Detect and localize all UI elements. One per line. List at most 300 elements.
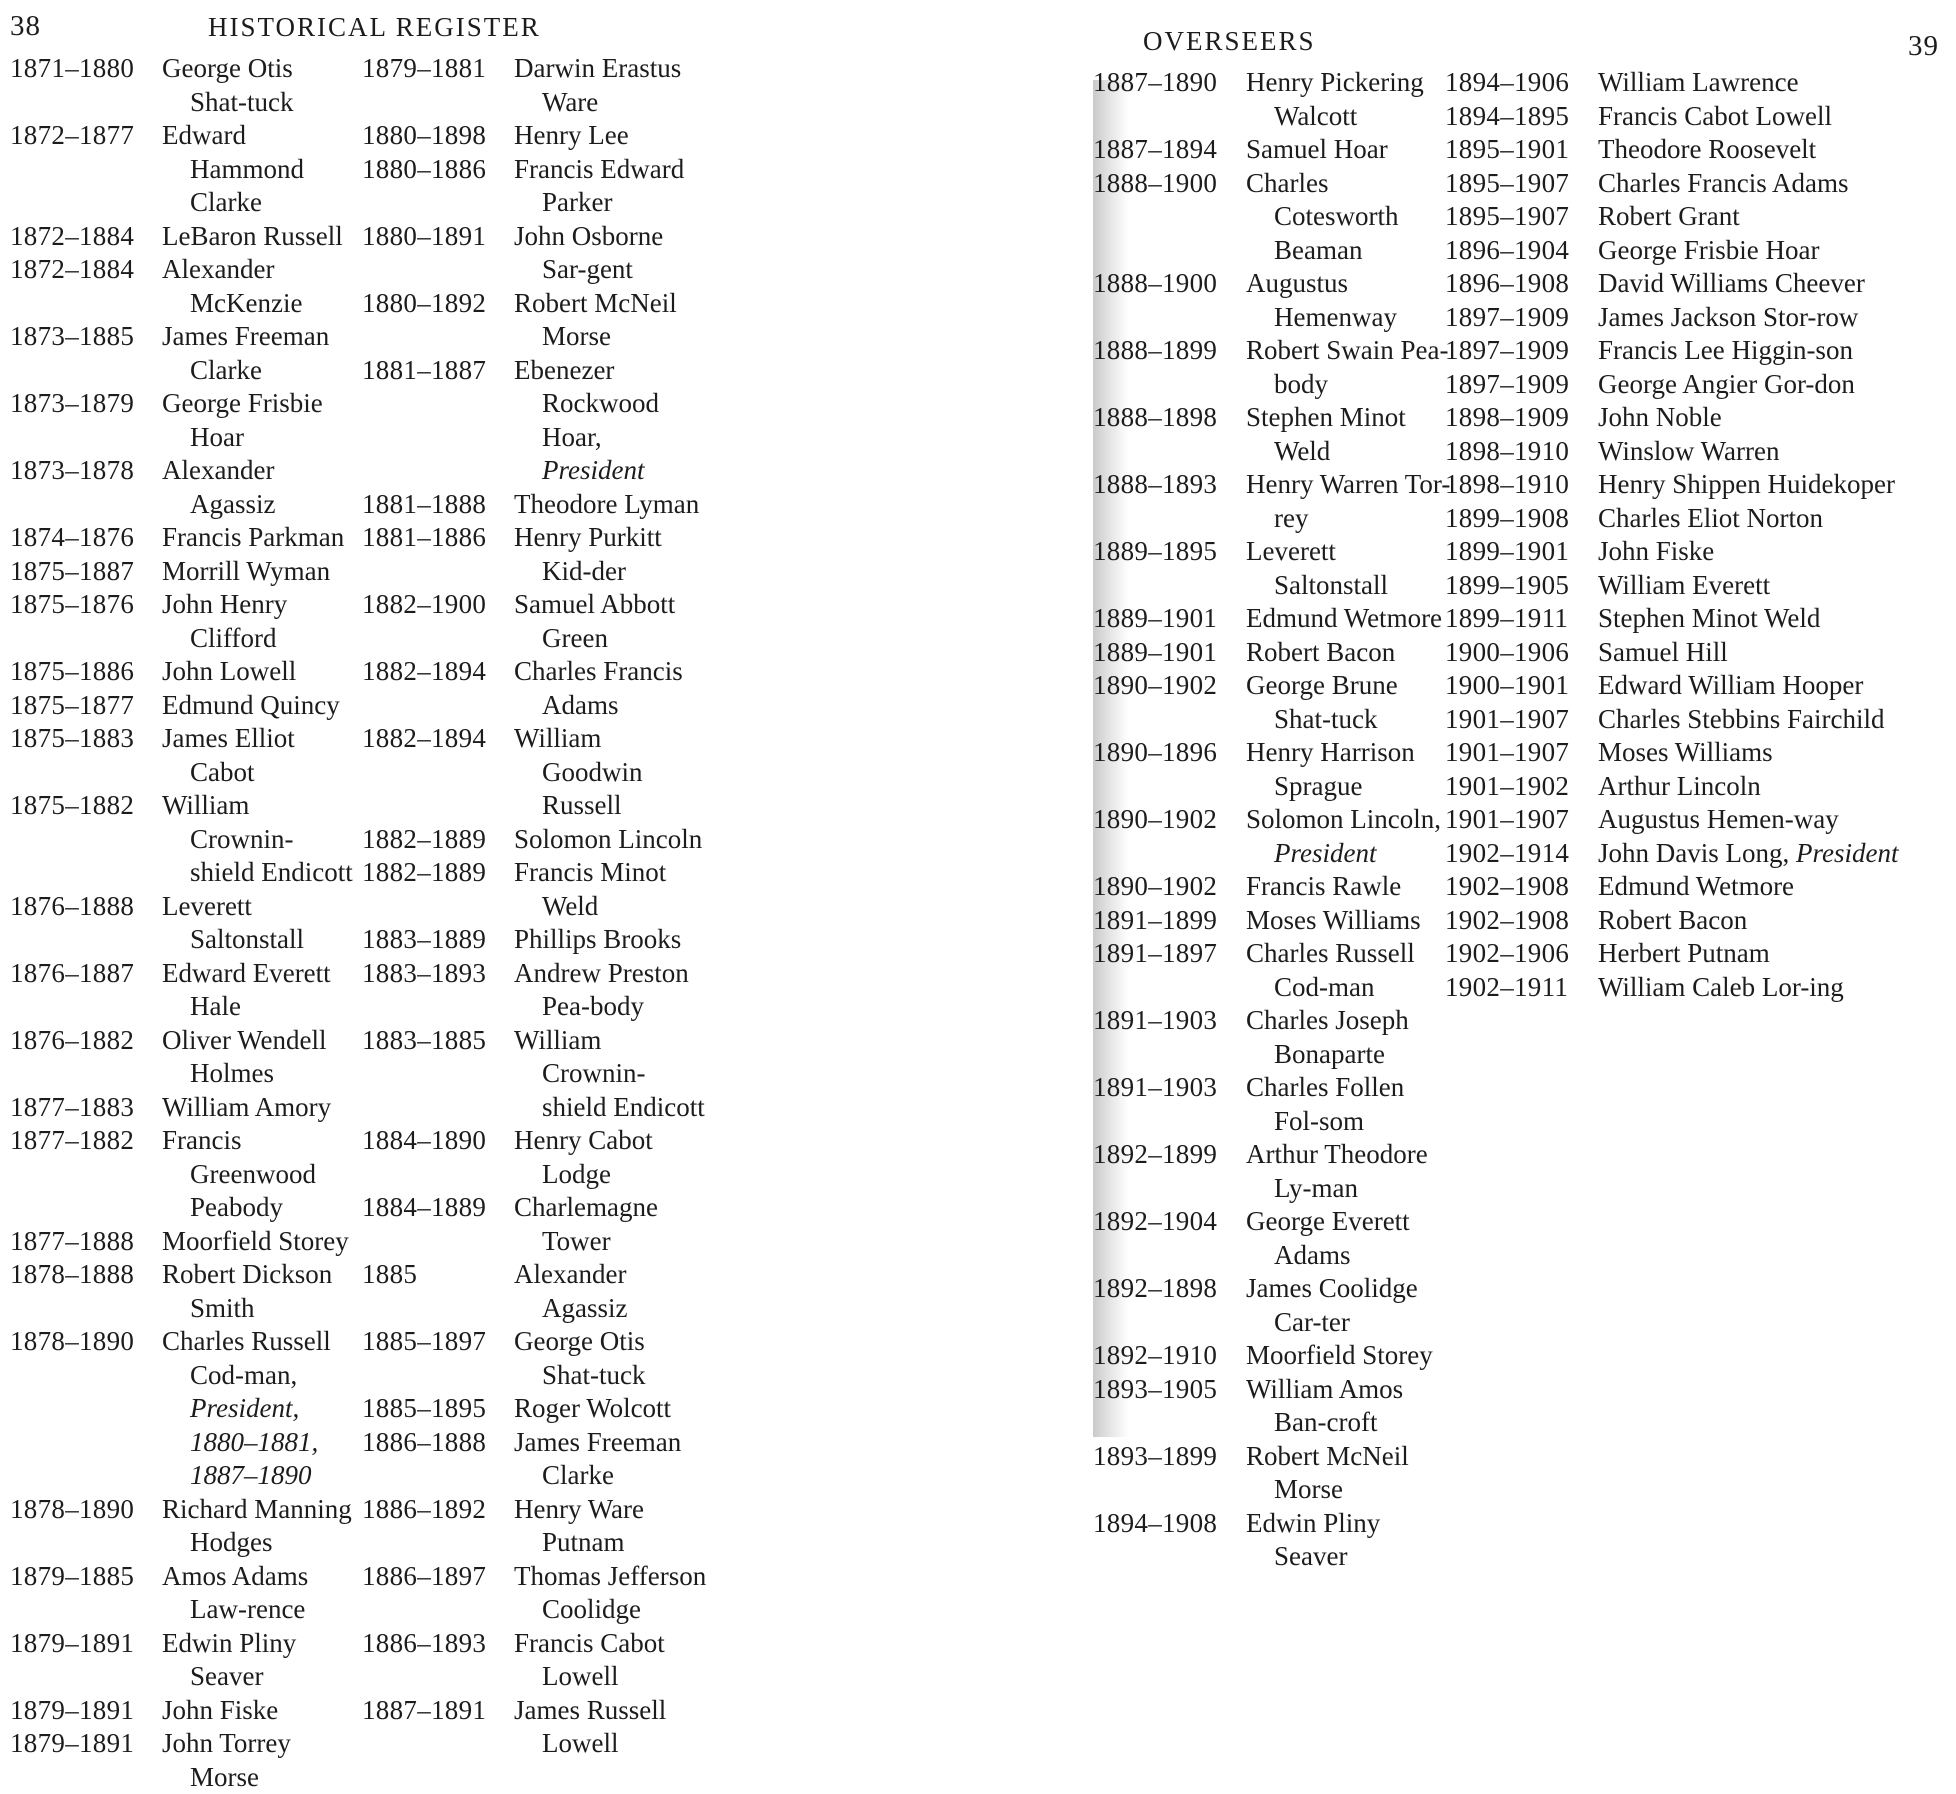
- overseer-name-text: Oliver Wendell Holmes: [162, 1024, 327, 1088]
- register-entry: [362, 119, 707, 153]
- register-entry: [1445, 937, 1955, 971]
- overseer-name-text: Charles Joseph Bonaparte: [1246, 1005, 1409, 1069]
- overseer-name-text: Arthur Lincoln: [1598, 770, 1761, 801]
- term-years: 1887–1891: [362, 1694, 487, 1725]
- overseer-name-text: Francis Rawle: [1246, 871, 1402, 901]
- overseer-name-text: Moses Williams: [1246, 904, 1421, 935]
- register-entry: [362, 354, 707, 488]
- register-entry: [1445, 837, 1955, 871]
- overseer-name: [162, 1024, 355, 1091]
- register-entry: [10, 220, 355, 254]
- overseer-name-text: Charles Francis Adams: [1598, 167, 1849, 198]
- overseer-name-text: Solomon Lincoln,: [1246, 804, 1441, 834]
- overseer-name-text: Ebenezer Rockwood Hoar,: [514, 354, 659, 452]
- overseer-name: [1598, 234, 1955, 268]
- register-entry: [1093, 1004, 1453, 1071]
- term-years: 1875–1882: [10, 790, 135, 820]
- term-years: 1881–1887: [362, 354, 487, 385]
- overseer-name-text: Darwin Erastus Ware: [514, 53, 682, 117]
- overseer-name-text: Andrew Preston Pea-body: [514, 957, 689, 1021]
- term-years: 1878–1890: [10, 1326, 135, 1356]
- overseer-name: [162, 119, 355, 220]
- overseer-name: [514, 1426, 707, 1493]
- left-column-2: [362, 52, 707, 1761]
- register-entry: [362, 1426, 707, 1493]
- overseer-name: [514, 287, 707, 354]
- term-years: 1888–1898: [1093, 402, 1218, 432]
- term-years: 1901–1907: [1445, 804, 1570, 834]
- register-entry: [362, 1493, 707, 1560]
- overseer-name: [162, 1627, 355, 1694]
- overseer-name-text: Edwin Pliny Seaver: [1246, 1507, 1381, 1571]
- overseer-name: [1246, 602, 1453, 636]
- overseer-name-text: Charles Francis Adams: [514, 656, 683, 720]
- overseer-name-text: William Amos Ban-croft: [1246, 1373, 1404, 1437]
- overseer-name-text: Edwin Pliny Seaver: [162, 1627, 297, 1691]
- term-years: 1878–1888: [10, 1259, 135, 1289]
- overseer-name-text: Morrill Wyman: [162, 555, 331, 586]
- register-entry: [362, 655, 707, 722]
- overseer-name: [514, 655, 707, 722]
- overseer-name-text: Robert Bacon: [1598, 904, 1748, 935]
- overseer-name-text: John Henry Clifford: [162, 589, 288, 653]
- term-years: 1894–1908: [1093, 1507, 1218, 1538]
- overseer-name: [162, 890, 355, 957]
- register-entry: [10, 521, 355, 555]
- overseer-name: [1246, 1071, 1453, 1138]
- term-years: 1899–1905: [1445, 569, 1570, 600]
- overseer-name: [1598, 200, 1955, 234]
- overseer-name: [1246, 1272, 1453, 1339]
- overseer-name: [514, 1627, 707, 1694]
- overseer-name: [1598, 167, 1955, 201]
- register-entry: [10, 1627, 355, 1694]
- overseer-name-text: William Amory: [162, 1091, 332, 1122]
- term-years: 1890–1902: [1093, 804, 1218, 834]
- term-years: 1891–1899: [1093, 904, 1218, 935]
- overseer-name-text: Charles Stebbins Fairchild: [1598, 703, 1885, 734]
- term-years: 1882–1889: [362, 857, 487, 887]
- overseer-name: [514, 856, 707, 923]
- term-years: 1892–1904: [1093, 1206, 1218, 1236]
- overseer-name: [1598, 301, 1955, 335]
- overseer-name: [1246, 401, 1453, 468]
- overseer-name-text: Roger Wolcott: [514, 1393, 672, 1423]
- register-entry: [1445, 669, 1955, 703]
- overseer-name-text: John Torrey Morse: [162, 1728, 291, 1792]
- overseer-name-text: Robert Bacon: [1246, 636, 1396, 667]
- left-page-number: 38: [10, 10, 41, 42]
- overseer-name: [514, 1258, 707, 1325]
- overseer-name: [162, 320, 355, 387]
- overseer-name: [1246, 267, 1453, 334]
- left-page: [0, 0, 870, 1792]
- register-entry: [10, 119, 355, 220]
- register-entry: [10, 1024, 355, 1091]
- register-entry: [1093, 904, 1453, 938]
- term-years: 1882–1900: [362, 589, 487, 619]
- overseer-name-text: Augustus Hemenway: [1246, 268, 1397, 332]
- register-entry: [1445, 971, 1955, 1005]
- term-years: 1891–1903: [1093, 1005, 1218, 1035]
- overseer-name-text: George Otis Shat-tuck: [514, 1326, 646, 1390]
- register-entry: [1445, 435, 1955, 469]
- overseer-name: [514, 1493, 707, 1560]
- overseer-name-text: Henry Pickering Walcott: [1246, 67, 1424, 131]
- register-entry: [1093, 1205, 1453, 1272]
- register-entry: [10, 722, 355, 789]
- overseer-name-text: James Elliot Cabot: [162, 723, 295, 787]
- overseer-name: [514, 1694, 707, 1761]
- overseer-name: [162, 1325, 355, 1493]
- overseer-name-text: Francis Greenwood Peabody: [162, 1125, 316, 1222]
- overseer-name: [162, 454, 355, 521]
- overseer-name: [162, 789, 355, 890]
- overseer-name-text: Henry Harrison Sprague: [1246, 737, 1415, 801]
- overseer-name-text: Francis Minot Weld: [514, 857, 667, 921]
- overseer-name: [162, 253, 355, 320]
- term-years: 1889–1895: [1093, 536, 1218, 566]
- register-entry: [1093, 468, 1453, 535]
- register-entry: [1445, 770, 1955, 804]
- overseer-name: [162, 1225, 355, 1259]
- overseer-name-text: Edward William Hooper: [1598, 670, 1864, 700]
- term-years: 1888–1900: [1093, 268, 1218, 298]
- register-entry: [362, 923, 707, 957]
- overseer-name-text: George Everett Adams: [1246, 1206, 1410, 1270]
- overseer-name-text: Charles Follen Fol-som: [1246, 1072, 1405, 1136]
- register-entry: [10, 1258, 355, 1325]
- overseer-name: [162, 1727, 355, 1794]
- register-entry: [362, 722, 707, 823]
- register-entry: [1093, 937, 1453, 1004]
- overseer-name-text: William Goodwin Russell: [514, 723, 643, 820]
- overseer-name: [1598, 100, 1955, 134]
- overseer-name: [162, 655, 355, 689]
- term-years: 1900–1901: [1445, 670, 1570, 700]
- register-entry: [1445, 870, 1955, 904]
- term-years: 1879–1885: [10, 1560, 135, 1591]
- register-entry: [1445, 334, 1955, 368]
- overseer-name-text: Francis Cabot Lowell: [1598, 100, 1832, 131]
- term-years: 1875–1876: [10, 589, 135, 619]
- register-entry: [1445, 66, 1955, 100]
- term-years: 1890–1902: [1093, 670, 1218, 700]
- overseer-name-text: David Williams Cheever: [1598, 268, 1865, 298]
- overseer-name: [1246, 1004, 1453, 1071]
- overseer-name-text: James Russell Lowell: [514, 1694, 667, 1758]
- register-entry: [1445, 267, 1955, 301]
- register-entry: [362, 521, 707, 588]
- overseer-name-text: George Brune Shat-tuck: [1246, 670, 1398, 734]
- overseer-name-text: George Otis Shat-tuck: [162, 53, 294, 117]
- register-entry: [10, 320, 355, 387]
- overseer-name-text: Alexander Agassiz: [514, 1259, 628, 1323]
- president-years: 1880–1881, 1887–1890: [190, 1426, 319, 1490]
- overseer-name: [514, 722, 707, 823]
- term-years: 1889–1901: [1093, 636, 1218, 667]
- overseer-name: [514, 119, 707, 153]
- register-entry: [1445, 234, 1955, 268]
- overseer-name: [514, 1124, 707, 1191]
- overseer-name: [514, 521, 707, 588]
- overseer-name: [1598, 971, 1955, 1005]
- president-role: President: [1274, 837, 1377, 868]
- register-entry: [10, 890, 355, 957]
- term-years: 1902–1911: [1445, 971, 1569, 1002]
- register-entry: [362, 1392, 707, 1426]
- overseer-name: [514, 488, 707, 522]
- overseer-name: [514, 1325, 707, 1392]
- term-years: 1883–1893: [362, 957, 487, 988]
- register-entry: [362, 220, 707, 287]
- register-entry: [10, 588, 355, 655]
- term-years: 1877–1882: [10, 1125, 135, 1155]
- overseer-name-text: John Fiske: [162, 1694, 279, 1725]
- overseer-name-text: William Caleb Lor-ing: [1598, 971, 1844, 1002]
- term-years: 1896–1904: [1445, 234, 1570, 265]
- overseer-name: [1246, 904, 1453, 938]
- overseer-name-text: Samuel Abbott Green: [514, 589, 676, 653]
- overseer-name-text: Edward Hammond Clarke: [162, 120, 304, 217]
- overseer-name: [514, 153, 707, 220]
- overseer-name-text: William Crownin-shield Endicott: [514, 1024, 705, 1122]
- overseer-name-text: Henry Shippen Huidekoper: [1598, 469, 1895, 499]
- overseer-name: [1598, 66, 1955, 100]
- right-column-2: [1445, 66, 1955, 1004]
- overseer-name: [1246, 1138, 1453, 1205]
- overseer-name-text: Amos Adams Law-rence: [162, 1560, 309, 1624]
- overseer-name: [162, 1493, 355, 1560]
- overseer-name-text: Charles Russell Cod-man,: [162, 1326, 331, 1390]
- overseer-name-text: Samuel Hill: [1598, 636, 1728, 667]
- overseer-name: [1598, 368, 1955, 402]
- overseer-name: [1598, 870, 1955, 904]
- register-entry: [1093, 66, 1453, 133]
- overseer-name: [1598, 669, 1955, 703]
- overseer-name-text: Robert Dickson Smith: [162, 1259, 333, 1323]
- term-years: 1883–1885: [362, 1024, 487, 1055]
- register-entry: [10, 789, 355, 890]
- term-years: 1874–1876: [10, 522, 135, 552]
- overseer-name-text: John Osborne Sar-gent: [514, 220, 664, 284]
- term-years: 1893–1905: [1093, 1373, 1218, 1404]
- register-entry: [1093, 1272, 1453, 1339]
- term-years: 1892–1910: [1093, 1340, 1218, 1370]
- register-entry: [362, 287, 707, 354]
- register-entry: [1445, 602, 1955, 636]
- register-entry: [1445, 703, 1955, 737]
- overseer-name: [162, 1091, 355, 1125]
- term-years: 1892–1899: [1093, 1139, 1218, 1169]
- register-entry: [362, 823, 707, 857]
- overseer-name: [514, 1191, 707, 1258]
- register-entry: [1445, 636, 1955, 670]
- president-role: President: [542, 455, 645, 485]
- overseer-name: [1246, 167, 1453, 268]
- overseer-name-text: Henry Ware Putnam: [514, 1493, 645, 1557]
- overseer-name: [1598, 569, 1955, 603]
- term-years: 1887–1894: [1093, 134, 1218, 164]
- overseer-name: [1598, 334, 1955, 368]
- overseer-name: [1598, 435, 1955, 469]
- register-entry: [1093, 133, 1453, 167]
- register-entry: [1445, 904, 1955, 938]
- overseer-name: [162, 521, 355, 555]
- overseer-name-text: Charles Cotesworth Beaman: [1246, 167, 1399, 265]
- overseer-name-text: Francis Lee Higgin-son: [1598, 335, 1853, 365]
- overseer-name-text: Charlemagne Tower: [514, 1192, 658, 1256]
- term-years: 1886–1892: [362, 1493, 487, 1524]
- register-entry: [10, 1225, 355, 1259]
- term-years: 1902–1906: [1445, 938, 1570, 968]
- register-entry: [362, 588, 707, 655]
- overseer-name: [1246, 1507, 1453, 1574]
- overseer-name: [1246, 133, 1453, 167]
- term-years: 1881–1888: [362, 488, 487, 519]
- overseer-name-text: Edmund Wetmore: [1598, 871, 1795, 901]
- overseer-name-text: Henry Cabot Lodge: [514, 1125, 653, 1189]
- overseer-name-text: Stephen Minot Weld: [1246, 402, 1406, 466]
- register-entry: [362, 153, 707, 220]
- overseer-name-text: Alexander Agassiz: [162, 455, 276, 519]
- term-years: 1895–1901: [1445, 134, 1570, 164]
- overseer-name-text: Leverett Saltonstall: [1246, 536, 1388, 600]
- overseer-name-text: Robert Grant: [1598, 201, 1740, 231]
- left-column-1: [10, 52, 355, 1794]
- overseer-name-text: Francis Parkman: [162, 522, 345, 552]
- register-entry: [362, 1124, 707, 1191]
- overseer-name-text: Charles Russell Cod-man: [1246, 938, 1415, 1002]
- register-entry: [1093, 1138, 1453, 1205]
- register-entry: [1445, 803, 1955, 837]
- term-years: 1877–1883: [10, 1091, 135, 1122]
- register-entry: [10, 52, 355, 119]
- term-years: 1886–1897: [362, 1560, 487, 1591]
- term-years: 1888–1900: [1093, 167, 1218, 198]
- overseer-name: [1598, 937, 1955, 971]
- overseer-name-text: Robert McNeil Morse: [1246, 1440, 1409, 1504]
- overseer-name: [1246, 334, 1453, 401]
- overseer-name: [1598, 602, 1955, 636]
- overseer-name: [514, 923, 707, 957]
- term-years: 1885–1895: [362, 1393, 487, 1423]
- term-years: 1894–1895: [1445, 100, 1570, 131]
- overseer-name: [162, 52, 355, 119]
- term-years: 1878–1890: [10, 1493, 135, 1524]
- overseer-name-text: George Frisbie Hoar: [162, 388, 323, 452]
- overseer-name-text: Arthur Theodore Ly-man: [1246, 1139, 1428, 1203]
- register-entry: [1093, 1507, 1453, 1574]
- register-entry: [1093, 535, 1453, 602]
- overseer-name-text: LeBaron Russell: [162, 220, 343, 251]
- overseer-name-text: Henry Lee: [514, 120, 629, 150]
- register-entry: [10, 1325, 355, 1493]
- term-years: 1902–1908: [1445, 904, 1570, 935]
- register-entry: [10, 1694, 355, 1728]
- term-years: 1876–1888: [10, 890, 135, 921]
- overseer-name: [1246, 1205, 1453, 1272]
- register-entry: [10, 1124, 355, 1225]
- overseer-name: [1598, 502, 1955, 536]
- term-years: 1885: [362, 1259, 418, 1289]
- overseer-name: [1246, 1339, 1453, 1373]
- term-years: 1891–1897: [1093, 938, 1218, 968]
- overseer-name: [1598, 401, 1955, 435]
- overseer-name: [1598, 468, 1955, 502]
- term-years: 1879–1891: [10, 1694, 135, 1725]
- overseer-name-text: Solomon Lincoln: [514, 823, 703, 854]
- term-years: 1873–1878: [10, 455, 135, 485]
- register-entry: [362, 1627, 707, 1694]
- term-years: 1875–1883: [10, 723, 135, 753]
- overseer-name: [1598, 736, 1955, 770]
- register-entry: [362, 52, 707, 119]
- right-page-number: 39: [1908, 30, 1939, 62]
- register-entry: [10, 957, 355, 1024]
- register-entry: [362, 957, 707, 1024]
- term-years: 1885–1897: [362, 1326, 487, 1356]
- register-entry: [1093, 267, 1453, 334]
- overseer-name: [162, 689, 355, 723]
- term-years: 1880–1892: [362, 287, 487, 318]
- term-years: 1899–1911: [1445, 603, 1569, 633]
- register-entry: [362, 1325, 707, 1392]
- term-years: 1872–1884: [10, 220, 135, 251]
- term-years: 1882–1894: [362, 723, 487, 753]
- overseer-name: [1246, 535, 1453, 602]
- register-entry: [1445, 301, 1955, 335]
- register-entry: [1093, 1440, 1453, 1507]
- term-years: 1888–1893: [1093, 469, 1218, 499]
- overseer-name-text: William Everett: [1598, 569, 1771, 600]
- register-entry: [1093, 870, 1453, 904]
- register-entry: [1445, 200, 1955, 234]
- term-years: 1875–1877: [10, 689, 135, 720]
- overseer-name: [1246, 636, 1453, 670]
- register-entry: [10, 1727, 355, 1794]
- overseer-name-text: Charles Eliot Norton: [1598, 502, 1823, 533]
- term-years: 1872–1884: [10, 254, 135, 284]
- term-years: 1900–1906: [1445, 636, 1570, 667]
- overseer-name-text: Richard Manning Hodges: [162, 1493, 352, 1557]
- overseer-name: [1598, 267, 1955, 301]
- register-entry: [1093, 401, 1453, 468]
- overseer-name-text: Francis Edward Parker: [514, 153, 685, 217]
- register-entry: [1093, 1339, 1453, 1373]
- register-entry: [1093, 334, 1453, 401]
- term-years: 1872–1877: [10, 120, 135, 150]
- term-years: 1894–1906: [1445, 67, 1570, 97]
- overseer-name-text: James Coolidge Car-ter: [1246, 1273, 1418, 1337]
- overseer-name: [1246, 1440, 1453, 1507]
- register-entry: [1093, 803, 1453, 870]
- term-years: 1897–1909: [1445, 335, 1570, 365]
- term-years: 1892–1898: [1093, 1273, 1218, 1303]
- register-entry: [1445, 368, 1955, 402]
- term-years: 1887–1890: [1093, 67, 1218, 97]
- term-years: 1898–1910: [1445, 469, 1570, 499]
- term-years: 1895–1907: [1445, 201, 1570, 231]
- overseer-name: [162, 555, 355, 589]
- overseer-name: [1246, 937, 1453, 1004]
- overseer-name-text: Phillips Brooks: [514, 924, 682, 954]
- register-entry: [10, 555, 355, 589]
- overseer-name-text: James Freeman Clarke: [162, 321, 330, 385]
- term-years: 1902–1908: [1445, 871, 1570, 901]
- overseer-name-text: Robert McNeil Morse: [514, 287, 677, 351]
- term-years: 1901–1907: [1445, 737, 1570, 767]
